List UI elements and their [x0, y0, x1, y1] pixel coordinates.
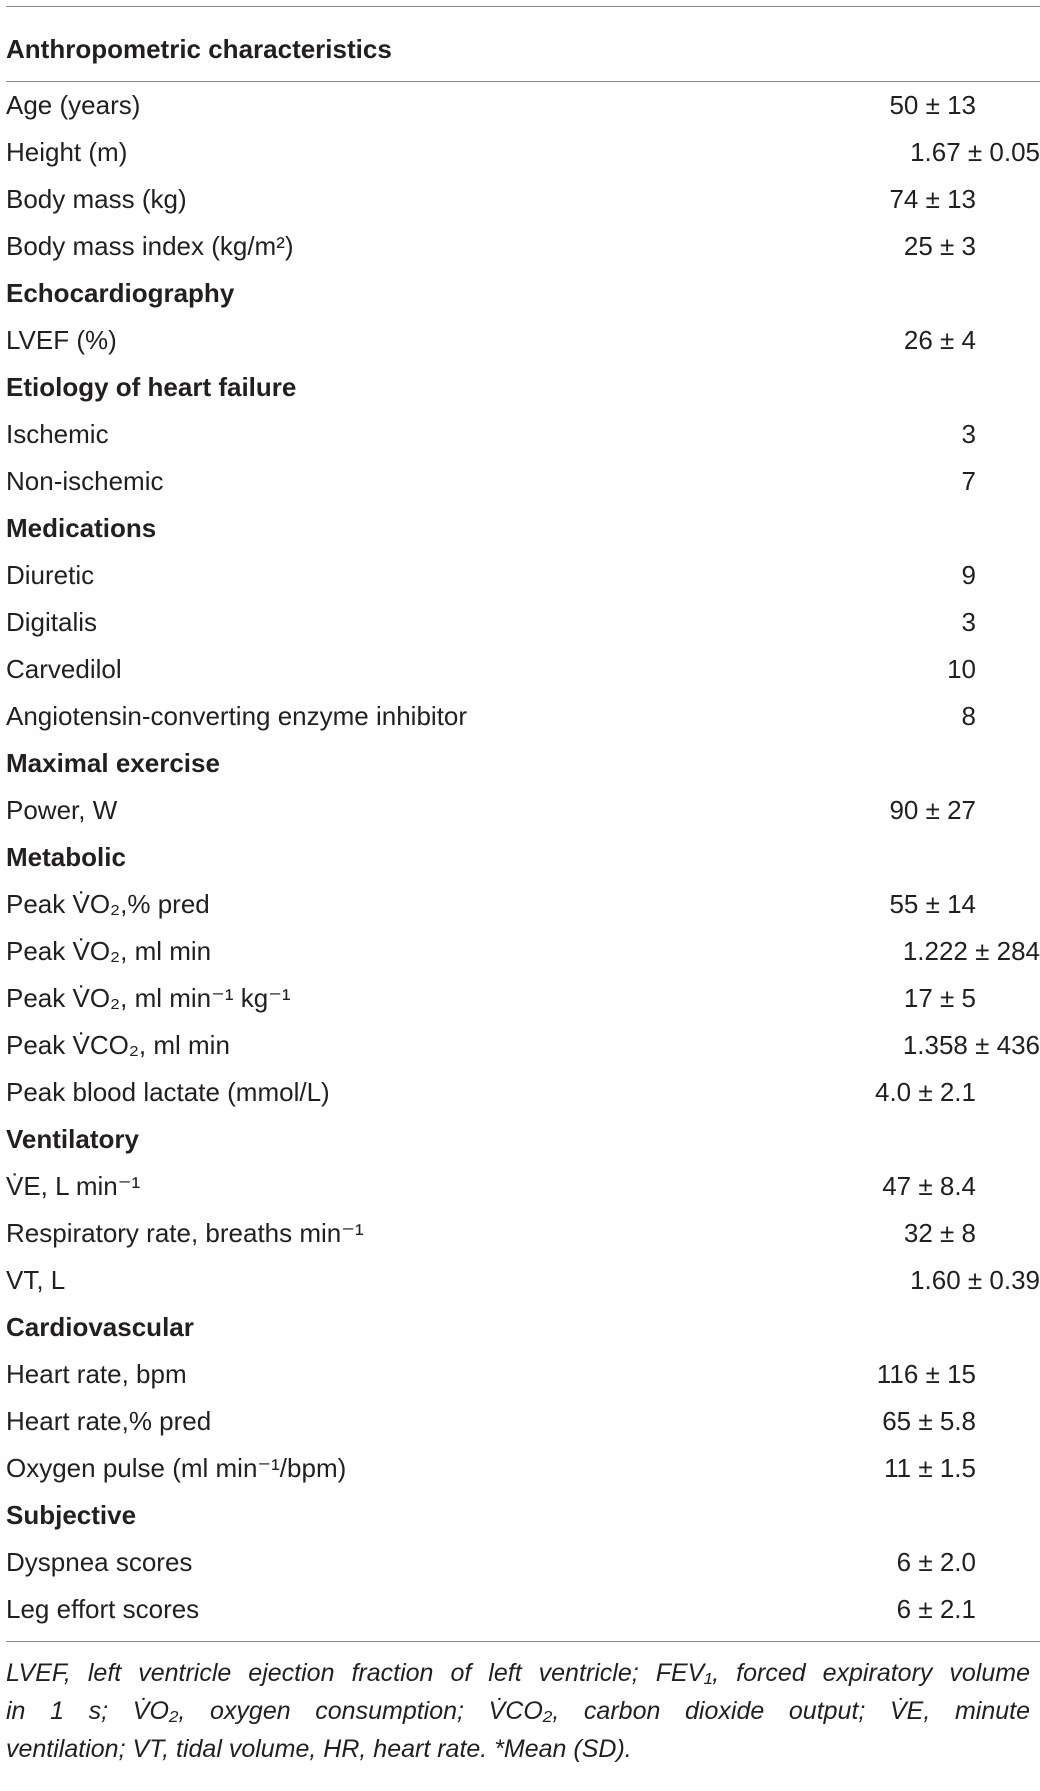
table-row [6, 1022, 1040, 1069]
row-value: 17 ± 5 [903, 983, 976, 1013]
row-value: 55 ± 14 [889, 889, 976, 919]
section-heading [6, 364, 1040, 411]
table-row [6, 1210, 1040, 1257]
table-footnote [6, 1654, 1040, 1768]
table-row [6, 223, 1040, 270]
table-header [6, 7, 1040, 82]
row-label: Dyspnea scores [6, 1547, 193, 1577]
row-value: 90 ± 27 [889, 795, 976, 825]
table-row [6, 1539, 1040, 1586]
table-row [6, 176, 1040, 223]
row-label: VT, L [6, 1265, 66, 1295]
section-title: Subjective [6, 1500, 137, 1530]
table-row [6, 693, 1040, 740]
row-value: 9 [961, 560, 976, 590]
section-title: Maximal exercise [6, 748, 220, 778]
section-title: Etiology of heart failure [6, 372, 297, 402]
table-body [6, 82, 1040, 1633]
section-title: Metabolic [6, 842, 126, 872]
section-title: Echocardiography [6, 278, 235, 308]
footnote-line: in 1 s; V̇O₂, oxygen consumption; V̇CO₂, carbon dioxide output; V̇E, minute [6, 1697, 1030, 1725]
row-value: 1.222 ± 284 [902, 936, 1040, 966]
row-label: Height (m) [6, 137, 128, 167]
table-row [6, 1257, 1040, 1304]
section-heading [6, 834, 1040, 881]
row-label: Carvedilol [6, 654, 122, 684]
row-value: 74 ± 13 [889, 184, 976, 214]
footnote-line: ventilation; VT, tidal volume, HR, heart rate. *Mean (SD). [6, 1735, 632, 1763]
section-heading [6, 740, 1040, 787]
row-label: Angiotensin-converting enzyme inhibitor [6, 701, 468, 731]
row-value: 65 ± 5.8 [882, 1406, 976, 1436]
section-heading [6, 1304, 1040, 1351]
table-row [6, 317, 1040, 364]
table-row [6, 975, 1040, 1022]
table-row [6, 1163, 1040, 1210]
table-row [6, 1069, 1040, 1116]
row-value: 6 ± 2.1 [896, 1594, 976, 1624]
row-value: 25 ± 3 [903, 231, 976, 261]
row-label: Body mass index (kg/m²) [6, 231, 294, 261]
table-row [6, 552, 1040, 599]
section-heading [6, 1492, 1040, 1539]
table-row [6, 599, 1040, 646]
row-label: Ischemic [6, 419, 109, 449]
row-value: 47 ± 8.4 [882, 1171, 976, 1201]
row-value: 10 [947, 654, 976, 684]
section-heading [6, 270, 1040, 317]
table-row [6, 129, 1040, 176]
row-value: 1.60 ± 0.39 [910, 1265, 1040, 1295]
row-label: Peak V̇O₂,% pred [6, 889, 210, 919]
row-value: 116 ± 15 [876, 1359, 976, 1389]
row-value: 8 [961, 701, 976, 731]
table-row [6, 411, 1040, 458]
row-value: 4.0 ± 2.1 [874, 1077, 976, 1107]
row-value: 7 [961, 466, 976, 496]
section-title: Cardiovascular [6, 1312, 194, 1342]
table-row [6, 1586, 1040, 1633]
row-label: V̇E, L min⁻¹ [6, 1171, 141, 1201]
row-value: 6 ± 2.0 [896, 1547, 976, 1577]
table-row [6, 458, 1040, 505]
header-label: Anthropometric characteristics [6, 34, 392, 64]
row-label: Peak V̇CO₂, ml min [6, 1030, 230, 1060]
row-value: 3 [961, 419, 976, 449]
row-value: 1.358 ± 436 [902, 1030, 1040, 1060]
row-label: Diuretic [6, 560, 95, 590]
row-label: Age (years) [6, 90, 141, 120]
row-value: 32 ± 8 [903, 1218, 976, 1248]
section-heading [6, 505, 1040, 552]
row-label: Body mass (kg) [6, 184, 187, 214]
row-label: Heart rate,% pred [6, 1406, 212, 1436]
table-row [6, 646, 1040, 693]
row-label: Non-ischemic [6, 466, 164, 496]
data-table [6, 6, 1040, 1768]
row-label: Power, W [6, 795, 118, 825]
row-value: 26 ± 4 [903, 325, 976, 355]
table-row [6, 787, 1040, 834]
section-title: Ventilatory [6, 1124, 139, 1154]
row-value: 50 ± 13 [889, 90, 976, 120]
section-title: Medications [6, 513, 157, 543]
row-label: Peak blood lactate (mmol/L) [6, 1077, 330, 1107]
row-label: Peak V̇O₂, ml min⁻¹ kg⁻¹ [6, 983, 291, 1013]
row-value: 11 ± 1.5 [884, 1453, 976, 1483]
row-value: 1.67 ± 0.05 [910, 137, 1040, 167]
footnote-line: LVEF, left ventricle ejection fraction of left ventricle; FEV₁, forced expiratory volume [6, 1659, 1030, 1687]
section-heading [6, 1116, 1040, 1163]
row-label: LVEF (%) [6, 325, 117, 355]
table-row [6, 82, 1040, 129]
table-row [6, 881, 1040, 928]
row-label: Digitalis [6, 607, 98, 637]
table-row [6, 928, 1040, 975]
row-label: Oxygen pulse (ml min⁻¹/bpm) [6, 1453, 347, 1483]
row-value: 3 [961, 607, 976, 637]
row-label: Peak V̇O₂, ml min [6, 936, 212, 966]
table-row [6, 1351, 1040, 1398]
row-label: Leg effort scores [6, 1594, 200, 1624]
table-row [6, 1398, 1040, 1445]
table-bottom-rule [6, 1641, 1040, 1642]
table-row [6, 1445, 1040, 1492]
row-label: Heart rate, bpm [6, 1359, 187, 1389]
row-label: Respiratory rate, breaths min⁻¹ [6, 1218, 364, 1248]
